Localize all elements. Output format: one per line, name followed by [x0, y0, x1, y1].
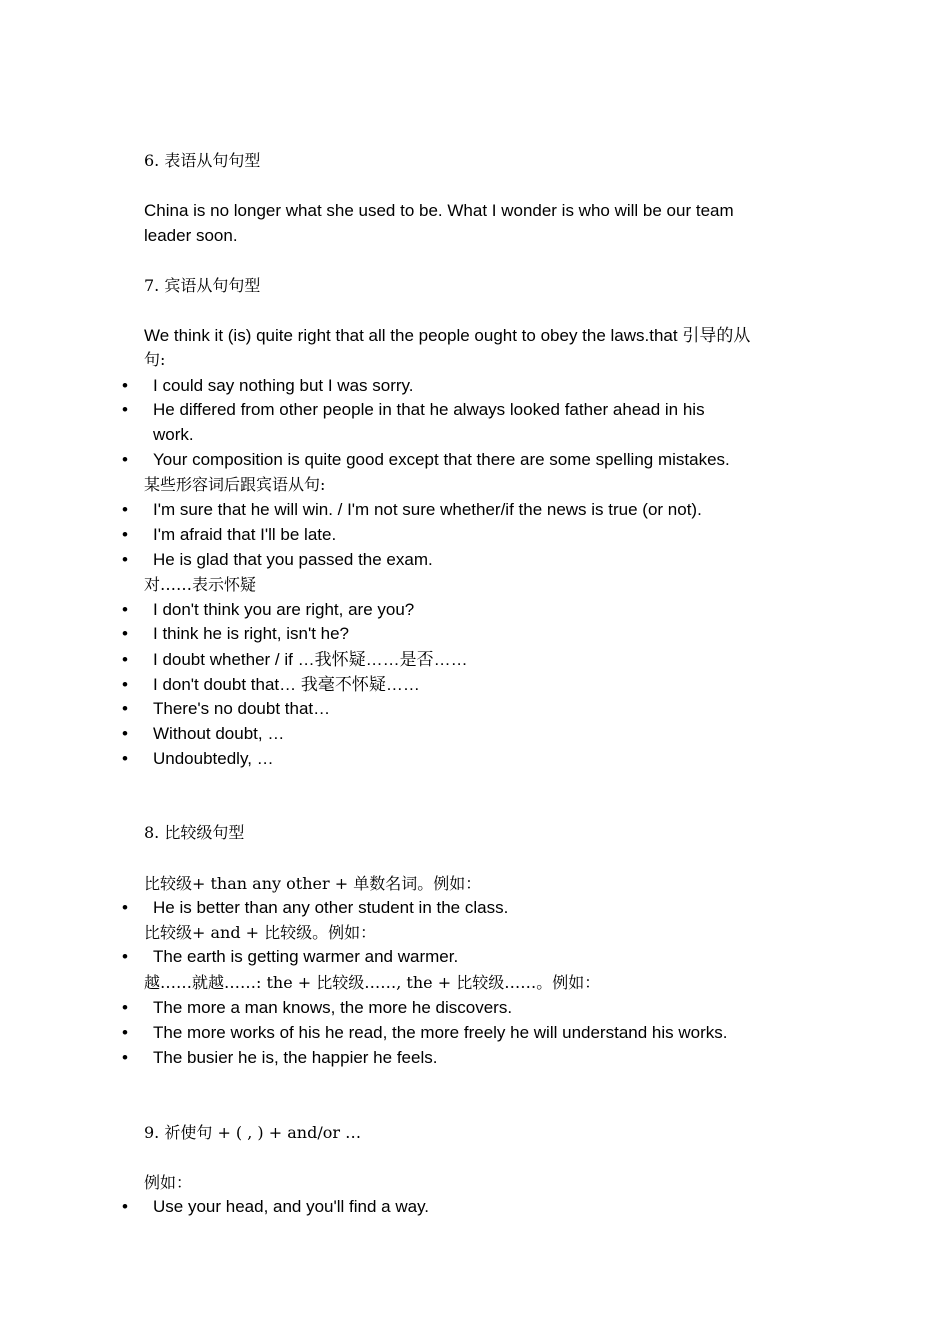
bullet-icon: •	[122, 500, 128, 519]
bullet-icon: •	[122, 550, 128, 569]
bullet-icon: •	[122, 624, 128, 643]
list-item-text: I'm sure that he will win. / I'm not sure whether/if the news is true (or not).	[153, 500, 702, 519]
bullet-icon: •	[122, 724, 128, 743]
list-item-text: I'm afraid that I'll be late.	[153, 525, 337, 544]
bullet-icon: •	[122, 1048, 128, 1067]
bullet-icon: •	[122, 947, 128, 966]
list-item-continuation	[0, 425, 950, 445]
bullet-icon: •	[122, 675, 128, 694]
bullet-icon: •	[122, 376, 128, 395]
bullet-icon: •	[122, 898, 128, 917]
section-9-heading: 9. 祈使句 + ( , ) + and/or …	[144, 1123, 362, 1142]
bullet-icon: •	[122, 525, 128, 544]
list-item-text: I don't doubt that… 我毫不怀疑……	[153, 675, 420, 694]
list-item	[0, 550, 950, 570]
list-item-text: I don't think you are right, are you?	[153, 600, 415, 619]
bullet-icon: •	[122, 1023, 128, 1042]
list-item-text: Without doubt, …	[153, 724, 285, 743]
bullet-icon: •	[122, 400, 128, 419]
bullet-icon: •	[122, 998, 128, 1017]
list-item	[0, 525, 950, 545]
bullet-icon: •	[122, 600, 128, 619]
section-6-heading: 6. 表语从句句型	[144, 151, 261, 170]
section-7-intro-line-2: 句:	[144, 350, 166, 369]
list-item-text: There's no doubt that…	[153, 699, 331, 718]
section-7-label-2: 某些形容词后跟宾语从句:	[144, 475, 326, 494]
section-9-label-1: 例如：	[144, 1173, 193, 1192]
list-item	[0, 376, 950, 396]
list-item	[0, 1197, 950, 1217]
list-item-text: He is glad that you passed the exam.	[153, 550, 433, 569]
section-8-label-3: 越……就越……: the + 比较级……, the + 比较级……。例如：	[144, 973, 601, 992]
list-item	[0, 998, 950, 1018]
list-item	[0, 1023, 950, 1043]
list-item	[0, 650, 950, 670]
list-item-text: work.	[153, 425, 194, 444]
list-item	[0, 947, 950, 967]
list-item	[0, 600, 950, 620]
bullet-icon: •	[122, 699, 128, 718]
list-item	[0, 749, 950, 769]
list-item-text: The busier he is, the happier he feels.	[153, 1048, 438, 1067]
list-item-text: The more works of his he read, the more freely he will understand his works.	[153, 1023, 728, 1042]
list-item	[0, 699, 950, 719]
list-item-text: The more a man knows, the more he discovers.	[153, 998, 513, 1017]
list-item-text: I could say nothing but I was sorry.	[153, 376, 414, 395]
list-item-text: Your composition is quite good except that there are some spelling mistakes.	[153, 450, 730, 469]
section-7-label-3: 对……表示怀疑	[144, 575, 257, 594]
section-8-label-1: 比较级+ than any other + 单数名词。例如：	[144, 874, 482, 893]
section-7-heading: 7. 宾语从句句型	[144, 276, 261, 295]
list-item	[0, 1048, 950, 1068]
list-item-text: I think he is right, isn't he?	[153, 624, 350, 643]
list-item-text: He is better than any other student in the class.	[153, 898, 509, 917]
list-item-text: I doubt whether / if …我怀疑……是否……	[153, 650, 468, 669]
section-6-paragraph-line-1: China is no longer what she used to be. What I wonder is who will be our team	[144, 201, 734, 220]
list-item	[0, 624, 950, 644]
list-item-text: Undoubtedly, …	[153, 749, 274, 768]
list-item	[0, 450, 950, 470]
bullet-icon: •	[122, 650, 128, 669]
bullet-icon: •	[122, 1197, 128, 1216]
list-item	[0, 898, 950, 918]
list-item-text: Use your head, and you'll find a way.	[153, 1197, 430, 1216]
bullet-icon: •	[122, 450, 128, 469]
list-item	[0, 500, 950, 520]
list-item-text: He differed from other people in that he always looked father ahead in his	[153, 400, 705, 419]
bullet-icon: •	[122, 749, 128, 768]
section-8-label-2: 比较级+ and + 比较级。例如：	[144, 923, 377, 942]
section-6-paragraph-line-2: leader soon.	[144, 226, 238, 245]
section-7-intro-line-1: We think it (is) quite right that all the people ought to obey the laws.that 引导的从	[144, 326, 751, 345]
list-item	[0, 675, 950, 695]
list-item	[0, 400, 950, 420]
list-item	[0, 724, 950, 744]
section-8-heading: 8. 比较级句型	[144, 823, 245, 842]
list-item-text: The earth is getting warmer and warmer.	[153, 947, 459, 966]
